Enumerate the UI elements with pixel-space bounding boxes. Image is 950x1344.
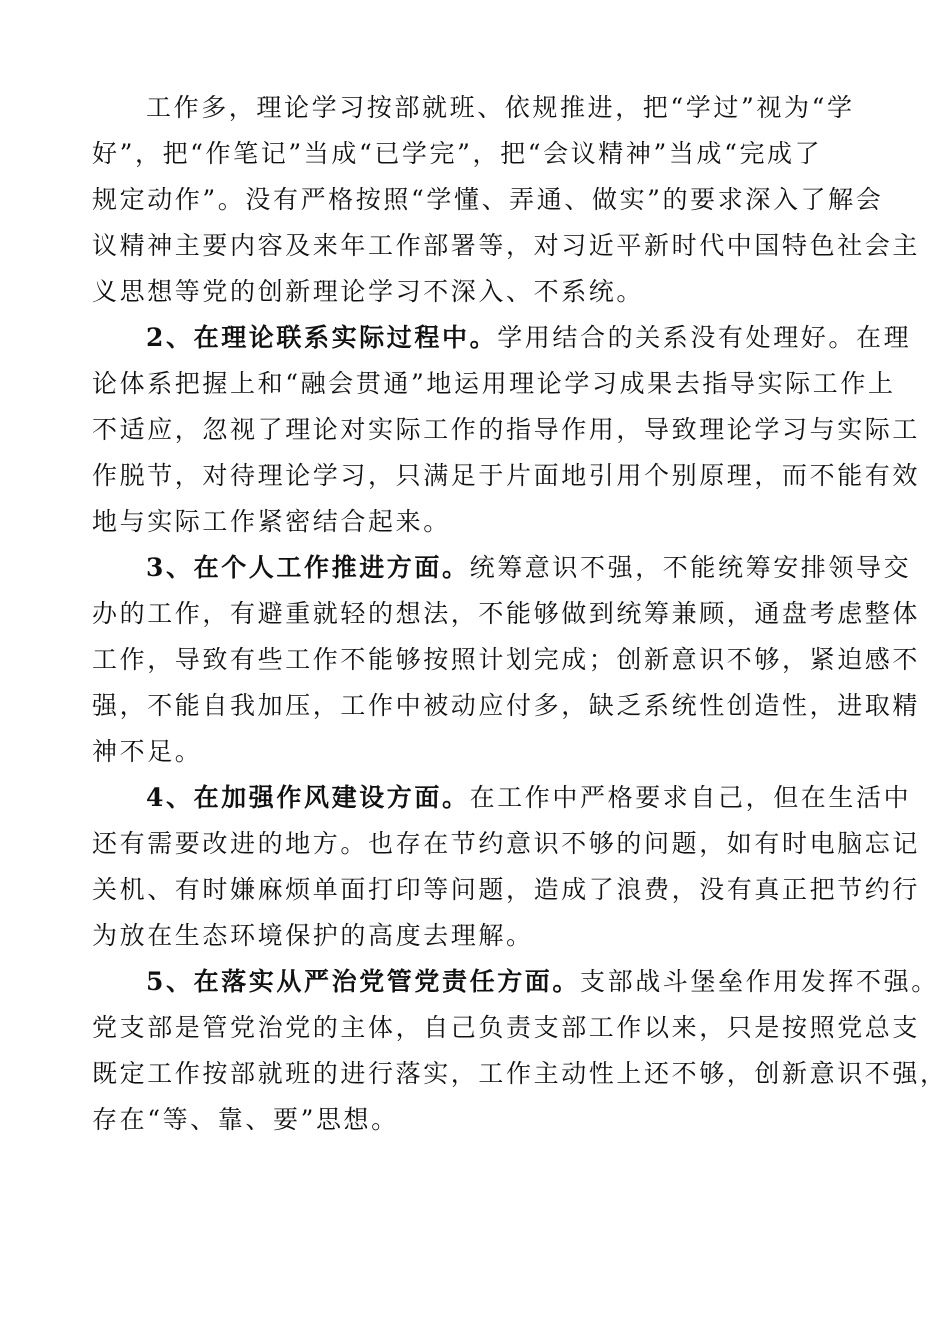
paragraph-3-line-5: 神不足。 xyxy=(92,737,203,766)
paragraph-2-line-2: 论体系把握上和“融会贯通”地运用理论学习成果去指导实际工作上 xyxy=(92,369,896,398)
paragraph-4-heading: 4、在加强作风建设方面。 xyxy=(146,783,470,812)
paragraph-1-line-4: 议精神主要内容及来年工作部署等，对习近平新时代中国特色社会主 xyxy=(92,231,921,260)
paragraph-5-heading: 5、在落实从严治党管党责任方面。 xyxy=(146,967,580,996)
paragraph-5-line-2: 党支部是管党治党的主体，自己负责支部工作以来，只是按照党总支 xyxy=(92,1013,921,1042)
paragraph-3-heading: 3、在个人工作推进方面。 xyxy=(146,553,470,582)
paragraph-3-first-line-text: 统筹意识不强，不能统筹安排领导交 xyxy=(469,553,912,582)
paragraph-4-first-line-text: 在工作中严格要求自己，但在生活中 xyxy=(469,783,912,812)
paragraph-2-first-line-text: 学用结合的关系没有处理好。在理 xyxy=(497,323,912,352)
paragraph-5-line-4: 存在“等、靠、要”思想。 xyxy=(92,1105,399,1134)
paragraph-1-line-3: 规定动作”。没有严格按照“学懂、弄通、做实”的要求深入了解会 xyxy=(92,185,884,214)
paragraph-5-first-line-text: 支部战斗堡垒作用发挥不强。 xyxy=(580,967,939,996)
paragraph-4-line-2: 还有需要改进的地方。也存在节约意识不够的问题，如有时电脑忘记 xyxy=(92,829,921,858)
paragraph-2-line-1 xyxy=(146,322,911,354)
paragraph-1-line-5: 义思想等党的创新理论学习不深入、不系统。 xyxy=(92,277,645,306)
paragraph-4-line-3: 关机、有时嫌麻烦单面打印等问题，造成了浪费，没有真正把节约行 xyxy=(92,875,921,904)
paragraph-5-line-1 xyxy=(146,966,939,998)
paragraph-3-line-3: 工作，导致有些工作不能够按照计划完成；创新意识不够，紧迫感不 xyxy=(92,645,921,674)
paragraph-2-line-5: 地与实际工作紧密结合起来。 xyxy=(92,507,451,536)
paragraph-5-line-3: 既定工作按部就班的进行落实，工作主动性上还不够，创新意识不强， xyxy=(92,1059,948,1088)
paragraph-1-line-2: 好”，把“作笔记”当成“已学完”，把“会议精神”当成“完成了 xyxy=(92,139,823,168)
paragraph-1-line-1: 工作多，理论学习按部就班、依规推进，把“学过”视为“学 xyxy=(146,93,855,122)
paragraph-4-line-4: 为放在生态环境保护的高度去理解。 xyxy=(92,921,534,950)
paragraph-4-line-1 xyxy=(146,782,911,814)
paragraph-2-line-3: 不适应，忽视了理论对实际工作的指导作用，导致理论学习与实际工 xyxy=(92,415,921,444)
paragraph-2-heading: 2、在理论联系实际过程中。 xyxy=(146,323,498,352)
paragraph-2-line-4: 作脱节，对待理论学习，只满足于片面地引用个别原理，而不能有效 xyxy=(92,461,921,490)
paragraph-3-line-2: 办的工作，有避重就轻的想法，不能够做到统筹兼顾，通盘考虑整体 xyxy=(92,599,921,628)
paragraph-3-line-1 xyxy=(146,552,911,584)
paragraph-3-line-4: 强，不能自我加压，工作中被动应付多，缺乏系统性创造性，进取精 xyxy=(92,691,921,720)
